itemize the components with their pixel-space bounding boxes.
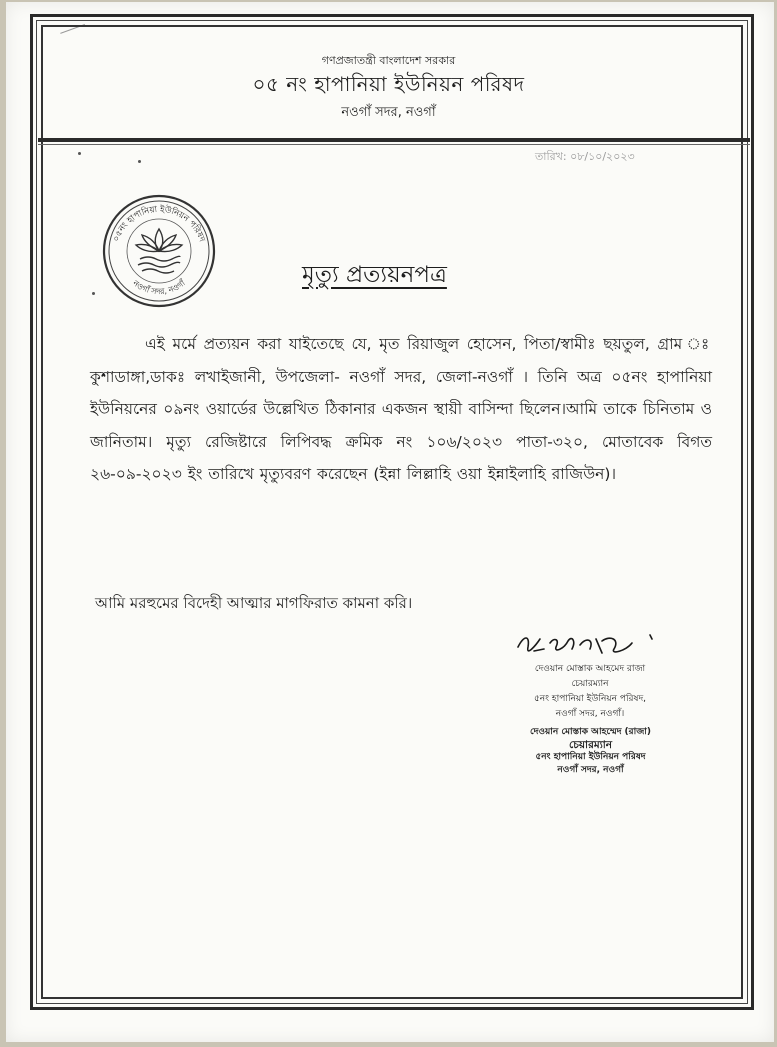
signatory-name: দেওয়ান মোস্তাক আহমেদ রাজা [534,664,646,674]
certificate-title: মৃত্যু প্রত্যয়নপত্র [302,262,447,288]
signatory-designation: চেয়ারম্যান [571,679,609,689]
faint-date-stamp: তারিখ: ০৮/১০/২০২৩ [535,150,635,163]
speck [78,152,81,155]
svg-text:নওগাঁ সদর, নওগাঁ [130,277,187,296]
union-seal-icon [98,193,220,309]
stamp-location: নওগাঁ সদর, নওগাঁ [557,764,624,775]
speck [92,292,95,295]
stamp-office: ৫নং হাপানিয়া ইউনিয়ন পরিষদ [535,752,646,762]
closing-prayer: আমি মরহুমের বিদেহী আত্মার মাগফিরাত কামনা করি। [95,594,413,612]
header-divider-thin [38,144,750,145]
svg-text:০৫নং হাপানিয়া ইউনিয়ন পরিষদ [111,203,206,243]
certificate-body: এই মর্মে প্রত্যয়ন করা যাইতেছে যে, মৃত রিয়াজুল হোসেন, পিতা/স্বামীঃ ছয়তুল, গ্রাম ঃ কুশাডাঙ্গা,ডাকঃ লখাইজানী, উপজেলা- নওগাঁ সদর, জেলা-নওগাঁ । তিনি অত্র ০৫নং হাপানিয়া ইউনিয়নের ০৯নং ওয়ার্ডের উল্লেখিত ঠিকানার একজন স্থায়ী বাসিন্দা ছিলেন।আমি তাকে চিনিতাম ও জানিতাম। মৃত্যু রেজিষ্টারে লিপিবদ্ধ ক্রমিক নং ১০৬/২০২৩ পাতা-৩২০, মোতাবেক বিগত ২৬-০৯-২০২৩ ইং তারিখে মৃত্যুবরণ করেছেন (ইন্না লিল্লাহি ওয়া ইন্নাইলাহি রাজিউন)। [90,335,712,483]
page-border-inner [41,25,743,999]
stamp-designation: চেয়ারম্যান [568,738,613,751]
seal-text-top: ০৫নং হাপানিয়া ইউনিয়ন পরিষদ [111,204,207,244]
government-heading: গণপ্রজাতন্ত্রী বাংলাদেশ সরকার [321,54,456,67]
header-divider [38,138,750,142]
speck [138,160,141,163]
chairman-signature [510,625,680,665]
signatory-location: নওগাঁ সদর, নওগাঁ। [555,709,625,719]
signatory-block [505,662,675,722]
union-address: নওগাঁ সদর, নওগাঁ [341,105,436,120]
union-name-heading: ০৫ নং হাপানিয়া ইউনিয়ন পরিষদ [252,72,525,96]
stamp-name: দেওয়ান মোস্তাক আহম্মেদ (রাজা) [529,727,652,737]
signatory-office: ৫নং হাপানিয়া ইউনিয়ন পরিষদ, [533,694,647,704]
seal-text-bottom: নওগাঁ সদর, নওগাঁ [131,278,187,297]
chairman-stamp [503,726,678,776]
